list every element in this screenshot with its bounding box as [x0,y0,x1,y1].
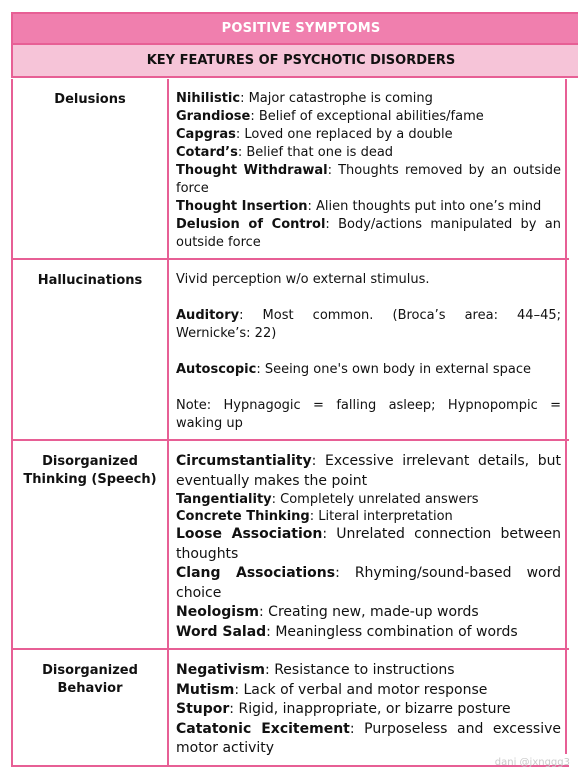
row-content [168,649,569,766]
list-item: Thought Insertion: Alien thoughts put into one’s mind [176,199,542,214]
list-item: Clang Associations: Rhyming/sound-based word choice [176,565,561,601]
list-item: Auditory: Most common. (Broca’s area: 44–45; Wernicke’s: 22) [176,308,561,341]
row-label: Disorganized Behavior [12,649,168,766]
list-item: Grandiose: Belief of exceptional abilities/fame [176,109,484,124]
intro-text: Vivid perception w/o external stimulus. [176,272,430,287]
list-item: Nihilistic: Major catastrophe is coming [176,91,433,106]
table-row [12,79,569,259]
list-item: Negativism: Resistance to instructions [176,662,455,678]
row-content [168,79,569,259]
list-item: Neologism: Creating new, made-up words [176,604,479,620]
table-row [12,259,569,440]
table-header [11,12,578,78]
list-item: Autoscopic: Seeing one's own body in external space [176,362,531,377]
section-title: POSITIVE SYMPTOMS [11,12,578,45]
table-row [12,649,569,766]
list-item: Mutism: Lack of verbal and motor response [176,681,488,698]
list-item: Tangentiality: Completely unrelated answers [176,492,479,507]
features-table [11,79,569,767]
row-content [168,259,569,440]
note-text: Note: Hypnagogic = falling asleep; Hypnopompic = waking up [176,398,561,431]
row-content [168,440,569,649]
row-label: Disorganized Thinking (Speech) [12,440,168,649]
list-item: Catatonic Excitement: Purposeless and excessive motor activity [176,720,561,756]
list-item: Concrete Thinking: Literal interpretation [176,509,453,524]
list-item: Capgras: Loved one replaced by a double [176,127,453,142]
watermark: dani @jxnggg3 [494,757,570,768]
list-item: Thought Withdrawal: Thoughts removed by an outside force [176,163,561,196]
list-item: Stupor: Rigid, inappropriate, or bizarre posture [176,701,511,717]
list-item: Delusion of Control: Body/actions manipulated by an outside force [176,217,561,250]
list-item: Circumstantiality: Excessive irrelevant details, but eventually makes the point [176,453,561,489]
list-item: Word Salad: Meaningless combination of words [176,623,518,640]
list-item: Loose Association: Unrelated connection between thoughts [176,526,561,562]
list-item: Cotard’s: Belief that one is dead [176,145,394,160]
section-subtitle: KEY FEATURES OF PSYCHOTIC DISORDERS [11,45,578,78]
row-label: Delusions [12,79,168,259]
table-row [12,440,569,649]
row-label: Hallucinations [12,259,168,440]
